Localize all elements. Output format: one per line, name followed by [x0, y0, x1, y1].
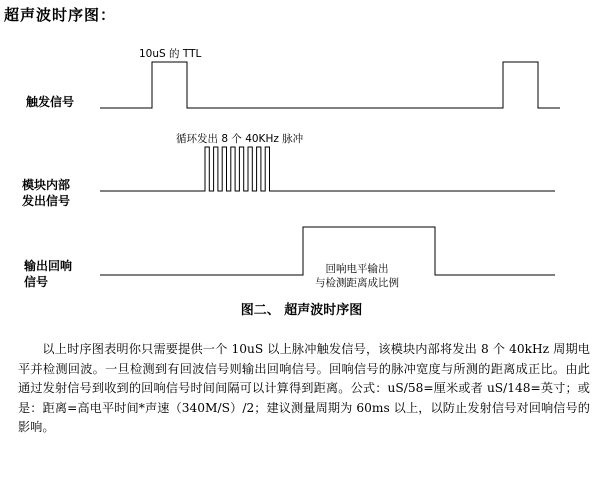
- figure-caption: 图二、 超声波时序图: [240, 303, 363, 318]
- trigger-annotation: 10uS 的 TTL: [139, 48, 202, 60]
- page-heading: 超声波时序图：: [4, 6, 117, 24]
- module-burst-waveform: [100, 147, 555, 191]
- trigger-label: 触发信号: [26, 95, 75, 109]
- trigger-waveform: [100, 62, 560, 108]
- echo-label: 输出回响 信号: [24, 259, 73, 289]
- echo-annotation: 回响电平输出 与检测距离成比例: [315, 263, 399, 289]
- description-paragraph: 以上时序图表明你只需要提供一个 10uS 以上脉冲触发信号，该模块内部将发出 8 个 40kHz 周期电平并检测回波。一旦检测到有回波信号则输出回响信号。回响信号的脉冲宽度与所测的距离成正比。由此通过发射信号到收到的回响信号时间间隔可以计算得到距离。公式：uS/58=厘米或者 uS/148=英寸；或是：距离=高电平时间*声速（340M/S）/2；建议测量周期为 60ms 以上，以防止发射信号对回响信号的影响。: [18, 342, 590, 434]
- module-annotation: 循环发出 8 个 40KHz 脉冲: [176, 133, 304, 145]
- module-label: 模块内部 发出信号: [22, 178, 71, 208]
